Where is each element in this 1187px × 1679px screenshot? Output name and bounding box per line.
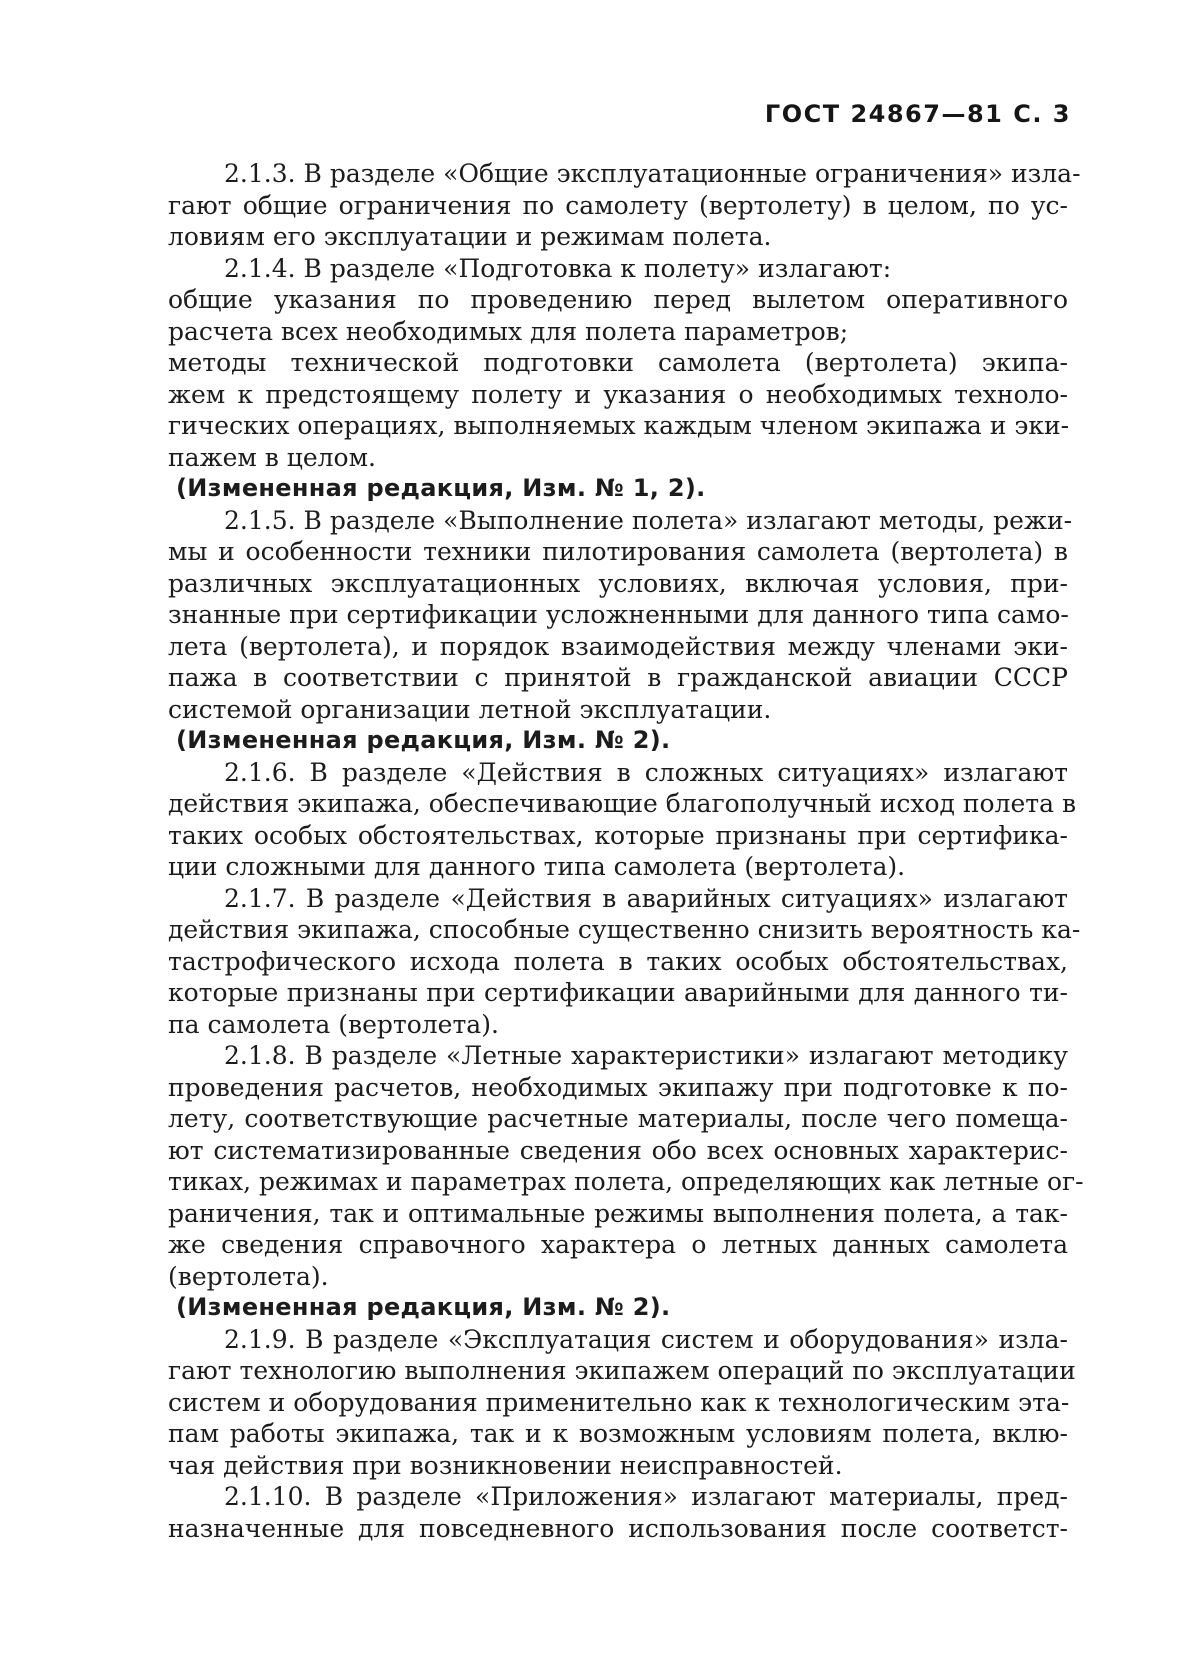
paragraph-line: чая действия при возникновении неисправностей. xyxy=(168,1450,843,1480)
paragraph-line: лету, соответствующие расчетные материалы, после чего помеща- xyxy=(168,1104,1068,1133)
paragraph-line: расчета всех необходимых для полета параметров; xyxy=(168,316,849,346)
paragraph-line: 2.1.4. В разделе «Подготовка к полету» излагают: xyxy=(224,253,892,283)
amendment-note: (Измененная редакция, Изм. № 1, 2). xyxy=(176,474,706,502)
paragraph-line: знанные при сертификации усложненными для данного типа само- xyxy=(168,600,1069,629)
paragraph-line: ции сложными для данного типа самолета (вертолета). xyxy=(168,852,906,881)
paragraph-line: лета (вертолета), и порядок взаимодействия между членами эки- xyxy=(168,631,1068,661)
paragraph-line: тастрофического исхода полета в таких особых обстоятельствах, xyxy=(168,946,1068,976)
paragraph-line: таких особых обстоятельствах, которые признаны при сертифика- xyxy=(168,820,1068,850)
amendment-note: (Измененная редакция, Изм. № 2). xyxy=(176,1293,671,1321)
paragraph-line: которые признаны при сертификации аварийными для данного ти- xyxy=(168,978,1068,1007)
paragraph-line: жем к предстоящему полету и указания о необходимых техноло- xyxy=(168,379,1068,409)
paragraph-line: (вертолета). xyxy=(168,1261,329,1291)
paragraph-line: гических операциях, выполняемых каждым членом экипажа и эки- xyxy=(168,411,1070,440)
paragraph-line: методы технической подготовки самолета (вертолета) экипа- xyxy=(168,348,1068,377)
paragraph-line: действия экипажа, обеспечивающие благополучный исход полета в xyxy=(168,789,1077,818)
paragraph-line: мы и особенности техники пилотирования самолета (вертолета) в xyxy=(168,537,1068,566)
paragraph-line: раничения, так и оптимальные режимы выполнения полета, а так- xyxy=(168,1198,1068,1228)
paragraph-line: назначенные для повседневного использования после соответст- xyxy=(168,1513,1068,1543)
paragraph-line: 2.1.9. В разделе «Эксплуатация систем и оборудования» изла- xyxy=(224,1324,1068,1354)
paragraph-line: тиках, режимах и параметрах полета, определяющих как летные ог- xyxy=(168,1167,1084,1196)
document-body xyxy=(168,158,1084,1544)
paragraph-line: действия экипажа, способные существенно снизить вероятность ка- xyxy=(168,915,1081,944)
amendment-note: (Измененная редакция, Изм. № 2). xyxy=(176,726,671,754)
paragraph-line: пажем в целом. xyxy=(168,442,376,472)
paragraph-line: 2.1.7. В разделе «Действия в аварийных ситуациях» излагают xyxy=(224,883,1068,913)
paragraph-line: различных эксплуатационных условиях, включая условия, при- xyxy=(168,568,1068,598)
paragraph-line: пам работы экипажа, так и к возможным условиям полета, вклю- xyxy=(168,1419,1068,1448)
paragraph-line: общие указания по проведению перед вылетом оперативного xyxy=(168,285,1068,314)
paragraph-line: па самолета (вертолета). xyxy=(168,1009,499,1039)
paragraph-line: ловиям его эксплуатации и режимам полета. xyxy=(168,222,772,251)
paragraph-line: проведения расчетов, необходимых экипажу при подготовке к по- xyxy=(168,1072,1068,1102)
paragraph-line: гают общие ограничения по самолету (вертолету) в целом, по ус- xyxy=(168,190,1068,220)
paragraph-line: пажа в соответствии с принятой в гражданской авиации СССР xyxy=(168,663,1068,692)
paragraph-line: 2.1.5. В разделе «Выполнение полета» излагают методы, режи- xyxy=(224,505,1073,535)
paragraph-line: гают технологию выполнения экипажем операций по эксплуатации xyxy=(168,1356,1076,1385)
paragraph-line: 2.1.8. В разделе «Летные характеристики» излагают методику xyxy=(224,1041,1068,1070)
paragraph-line: 2.1.6. В разделе «Действия в сложных ситуациях» излагают xyxy=(224,757,1068,787)
paragraph-line: же сведения справочного характера о летных данных самолета xyxy=(168,1230,1068,1259)
paragraph-line: системой организации летной эксплуатации. xyxy=(168,694,772,724)
page-header: ГОСТ 24867—81 С. 3 xyxy=(764,100,1071,128)
paragraph-line: систем и оборудования применительно как к технологическим эта- xyxy=(168,1387,1070,1417)
paragraph-line: 2.1.10. В разделе «Приложения» излагают материалы, пред- xyxy=(224,1482,1068,1511)
paragraph-line: 2.1.3. В разделе «Общие эксплуатационные ограничения» изла- xyxy=(224,159,1081,188)
paragraph-line: ют систематизированные сведения обо всех основных характерис- xyxy=(168,1135,1068,1165)
